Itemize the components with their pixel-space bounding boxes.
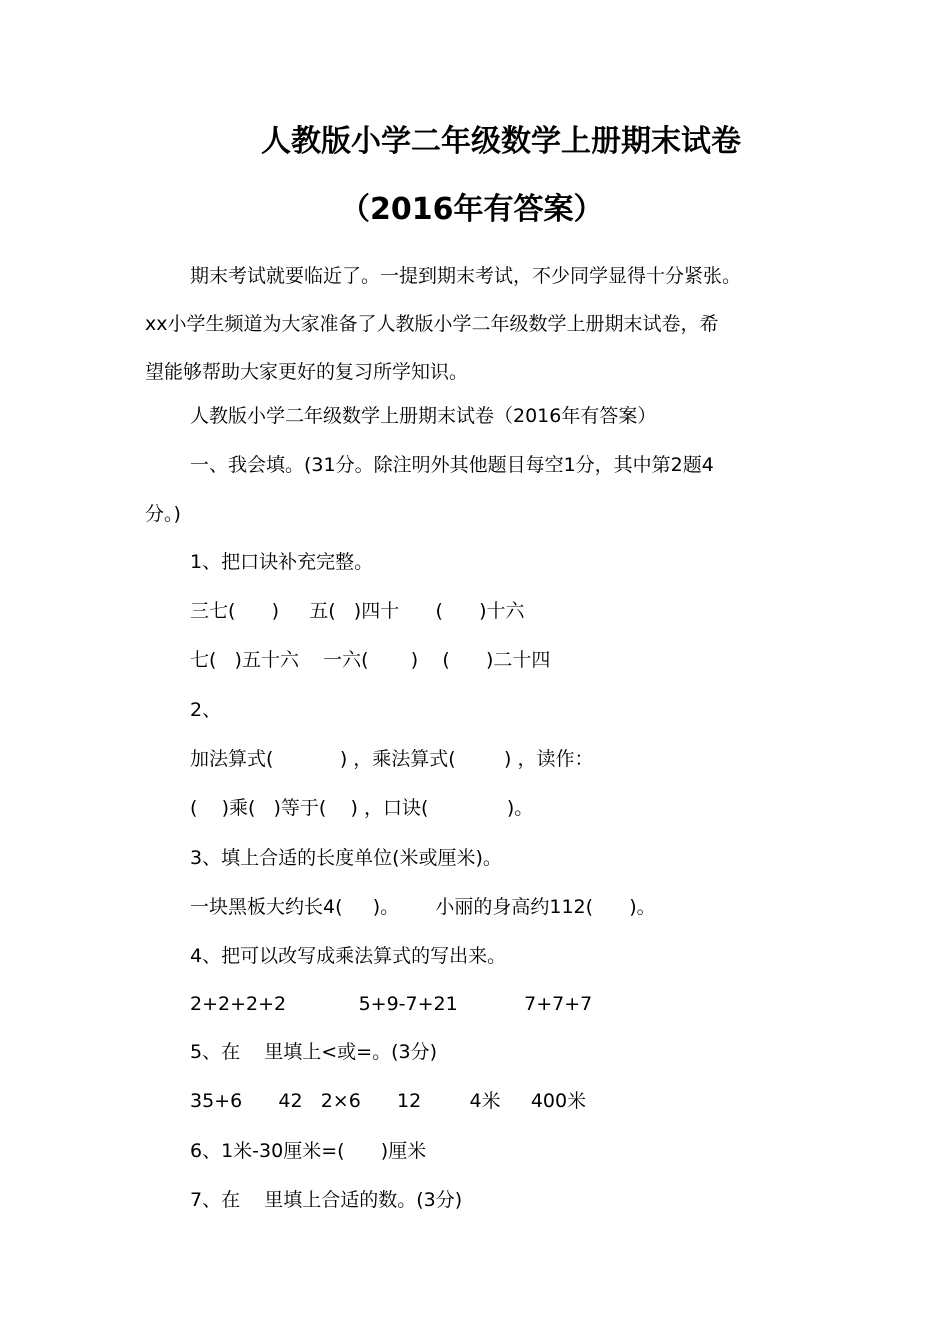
section-1-heading-cont: 分。): [145, 503, 181, 525]
question-2-row-1: 加法算式( ) ，乘法算式( ) ，读作：: [190, 748, 594, 770]
question-3-label: 3、填上合适的长度单位(米或厘米)。: [190, 847, 502, 869]
question-2-row-2: ( )乘( )等于( ) ，口诀( )。: [190, 797, 534, 819]
question-2-label: 2、: [190, 699, 222, 721]
question-6-label: 6、1米-30厘米=( )厘米: [190, 1140, 427, 1162]
question-5-row-1: 35+6 42 2×6 12 4米 400米: [190, 1090, 587, 1112]
document-title: 人教版小学二年级数学上册期末试卷: [261, 124, 741, 159]
intro-line-1: 期末考试就要临近了。一提到期末考试，不少同学显得十分紧张。: [190, 265, 742, 287]
question-1-row-1: 三七( ) 五( )四十 ( )十六: [190, 600, 525, 622]
question-5-label: 5、在 里填上<或=。(3分): [190, 1041, 438, 1063]
question-4-row-1: 2+2+2+2 5+9-7+21 7+7+7: [190, 993, 593, 1015]
section-1-heading: 一、我会填。(31分。除注明外其他题目每空1分，其中第2题4: [190, 454, 714, 476]
question-1-row-2: 七( )五十六 一六( ) ( )二十四: [190, 649, 551, 671]
question-7-label: 7、在 里填上合适的数。(3分): [190, 1189, 463, 1211]
question-4-label: 4、把可以改写成乘法算式的写出来。: [190, 945, 507, 967]
intro-line-3: 望能够帮助大家更好的复习所学知识。: [145, 361, 469, 383]
intro-line-2: xx小学生频道为大家准备了人教版小学二年级数学上册期末试卷，希: [145, 313, 719, 335]
question-3-row-1: 一块黑板大约长4( )。 小丽的身高约112( )。: [190, 896, 656, 918]
document-subtitle: （2016年有答案）: [340, 192, 604, 227]
question-1-label: 1、把口诀补充完整。: [190, 551, 374, 573]
heading-repeat: 人教版小学二年级数学上册期末试卷（2016年有答案）: [190, 405, 657, 427]
